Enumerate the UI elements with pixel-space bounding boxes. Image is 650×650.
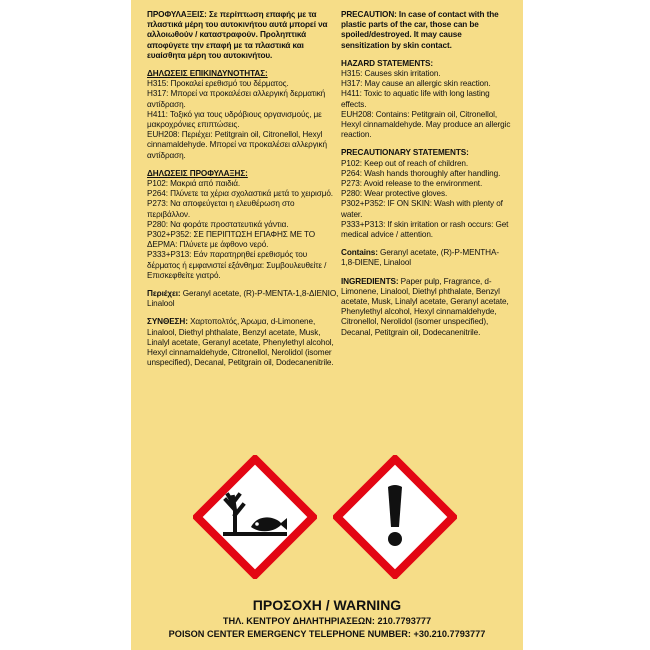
- hazard-line: H317: Μπορεί να προκαλέσει αλλεργική δερματική αντίδραση.: [147, 89, 326, 109]
- hazard-title-gr: ΔΗΛΩΣΕΙΣ ΕΠΙΚΙΝΔΥΝΟΤΗΤΑΣ:: [147, 69, 268, 79]
- hazard-line: H315: Causes skin irritation.: [341, 69, 441, 79]
- precautionary-statements-en: [341, 148, 511, 240]
- precaution-line: P273: Avoid release to the environment.: [341, 179, 483, 189]
- precaution-line: P333+P313: If skin irritation or rash occurs: Get medical advice / attention.: [341, 219, 509, 240]
- poison-center-phone-gr: ΤΗΛ. ΚΕΝΤΡΟΥ ΔΗΛΗΤΗΡΙΑΣΕΩΝ: 210.7793777: [222, 616, 432, 626]
- composition-label-gr: ΣΥΝΘΕΣΗ:: [147, 317, 188, 327]
- hazard-line: EUH208: Contains: Petitgrain oil, Citronellol, Hexyl cinnamaldehyde. May produce an allergic reaction.: [341, 109, 511, 140]
- hazard-line: EUH208: Περιέχει: Petitgrain oil, Citronellol, Hexyl cinnamaldehyde. Μπορεί να προκαλέσει αλλεργική αντίδραση.: [147, 130, 327, 160]
- precaution-line: P264: Wash hands thoroughly after handling.: [341, 168, 501, 178]
- hazard-statements-gr: [147, 69, 339, 161]
- precaution-line: P280: Wear protective gloves.: [341, 189, 448, 199]
- hazard-statements-en: [341, 59, 511, 141]
- english-text-column: [341, 10, 511, 346]
- poison-center-phone-en: POISON CENTER EMERGENCY TELEPHONE NUMBER: +30.210.7793777: [168, 629, 486, 639]
- contains-gr: [147, 289, 339, 309]
- warning-title: ΠΡΟΣΟΧΗ / WARNING: [252, 597, 402, 613]
- composition-gr: [147, 317, 339, 368]
- precaution-line: P273: Να αποφεύγεται η ελευθέρωση στο περιβάλλον.: [147, 199, 295, 219]
- hazard-line: H411: Τοξικό για τους υδρόβιους οργανισμούς, με μακροχρόνιες επιπτώσεις.: [147, 109, 322, 130]
- precaution-title-en: PRECAUTIONARY STATEMENTS:: [341, 148, 469, 158]
- precaution-paragraph-gr: ΠΡΟΦΥΛΑΞΕΙΣ: Σε περίπτωση επαφής με τα πλαστικά μέρη του αυτοκινήτου αυτά μπορεί να αλλοιωθούν / καταστραφούν. Προληπτικά αποφύγετε την επαφή με τα πλαστικά και ευαίσθητα μέρη του αυτοκινήτου.: [147, 10, 328, 60]
- precaution-title-gr: ΔΗΛΩΣΕΙΣ ΠΡΟΦΥΛΑΞΗΣ:: [147, 168, 248, 178]
- composition-text-gr: Χαρτοπολτός, Άρωμα, d-Limonene, Linalool, Diethyl phthalate, Benzyl acetate, Musk, Linalyl acetate, Geranyl acetate, Phenylethyl alcohol, Hexyl cinnamaldehyde, Citronellol, Nerolidol (isomer unspecified), Decanal, Petitgrain oil, Dodecanenitrile.: [147, 317, 334, 368]
- ingredients-label-en: INGREDIENTS:: [341, 276, 399, 286]
- hazard-title-en: HAZARD STATEMENTS:: [341, 58, 434, 68]
- precaution-line: P302+P352: IF ON SKIN: Wash with plenty of water.: [341, 199, 503, 219]
- contains-text-en: Geranyl acetate, (R)-P-MENTHA-1,8-DIENE, Linalool: [341, 248, 499, 268]
- precaution-line: P264: Πλύνετε τα χέρια σχολαστικά μετά το χειρισμό.: [147, 189, 333, 199]
- precaution-paragraph-en: PRECAUTION: In case of contact with the plastic parts of the car, those can be spoiled/destroyed. It may cause sensitization by skin contact.: [341, 10, 499, 50]
- precaution-line: P102: Keep out of reach of children.: [341, 158, 469, 168]
- precaution-line: P102: Μακριά από παιδιά.: [147, 179, 241, 189]
- contains-text-gr: Geranyl acetate, (R)-P-MENTA-1,8-ΔΙΕΝΙΟ, Linalool: [147, 289, 339, 309]
- greek-text-column: [147, 10, 339, 377]
- precaution-line: P302+P352: ΣΕ ΠΕΡΙΠΤΩΣΗ ΕΠΑΦΗΣ ΜΕ ΤΟ ΔΕΡΜΑ: Πλύνετε με άφθονο νερό.: [147, 230, 316, 250]
- hazard-line: H315: Προκαλεί ερεθισμό του δέρματος.: [147, 79, 289, 89]
- contains-label-gr: Περιέχει:: [147, 289, 181, 299]
- contains-en: [341, 248, 511, 268]
- ingredients-en: [341, 277, 511, 338]
- precaution-line: P280: Να φοράτε προστατευτικά γάντια.: [147, 219, 289, 229]
- hazard-line: H317: May cause an allergic skin reaction.: [341, 79, 491, 89]
- ingredients-text-en: Paper pulp, Fragrance, d-Limonene, Linalool, Diethyl phthalate, Benzyl acetate, Musk, Linalyl acetate, Geranyl acetate, Phenylethyl alcohol, Hexyl cinnamaldehyde, Citronellol, Nerolidol (isomer unspecified), Decanal, Petitgrain oil, Dodecanenitrile.: [341, 276, 509, 337]
- exclamation-mark-hazard-icon: [333, 455, 457, 579]
- precaution-line: P333+P313: Εάν παρατηρηθεί ερεθισμός του δέρματος ή εμφανιστεί εξάνθημα: Συμβουλευθείτε / Επισκεφθείτε γιατρό.: [147, 250, 327, 280]
- hazard-line: H411: Toxic to aquatic life with long lasting effects.: [341, 89, 490, 109]
- product-label: [131, 0, 523, 650]
- environment-hazard-icon: [193, 455, 317, 579]
- precautionary-statements-gr: [147, 169, 339, 281]
- contains-label-en: Contains:: [341, 248, 378, 258]
